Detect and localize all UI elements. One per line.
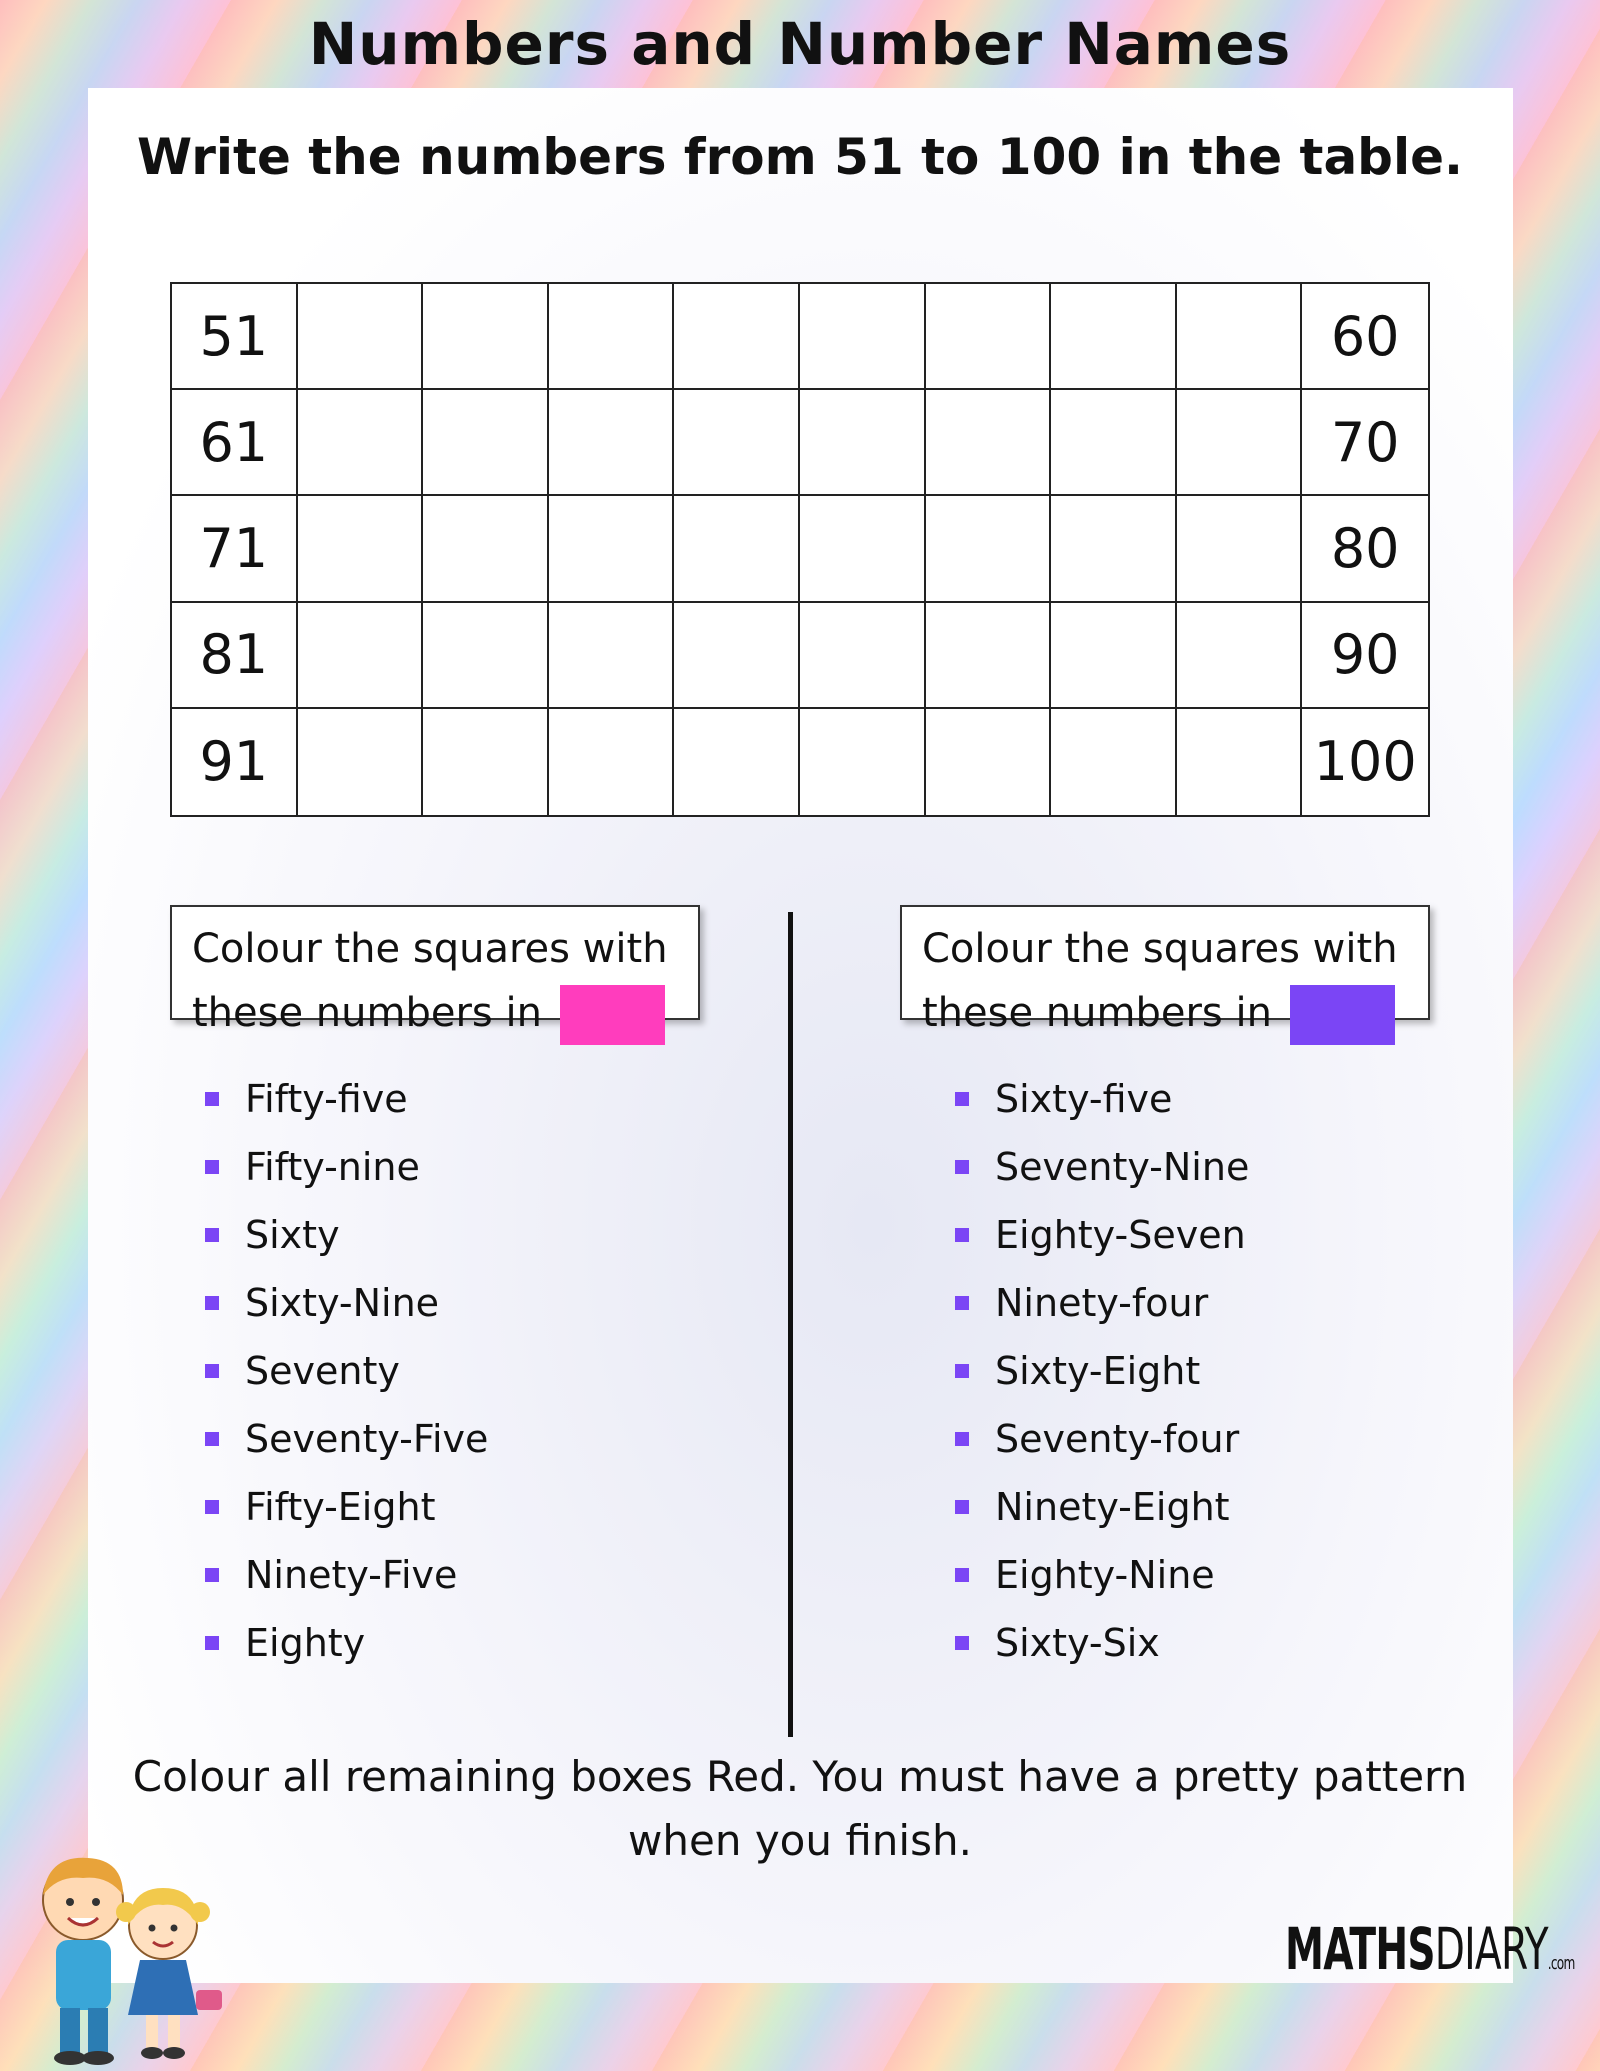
table-cell[interactable]: 70 — [1302, 390, 1428, 496]
table-cell[interactable] — [423, 709, 549, 815]
purple-number-list — [955, 1077, 1250, 1712]
square-bullet-icon — [955, 1228, 969, 1242]
square-bullet-icon — [205, 1228, 219, 1242]
list-item-text: Sixty-Six — [995, 1621, 1160, 1665]
table-cell[interactable] — [423, 496, 549, 602]
table-cell[interactable] — [926, 284, 1052, 390]
square-bullet-icon — [955, 1432, 969, 1446]
square-bullet-icon — [205, 1092, 219, 1106]
pink-number-list — [205, 1077, 489, 1712]
purple-box-line2-text: these numbers in — [922, 990, 1272, 1036]
list-item — [955, 1337, 1249, 1405]
table-cell[interactable] — [1177, 603, 1303, 709]
list-item — [955, 1541, 1249, 1609]
square-bullet-icon — [205, 1364, 219, 1378]
pink-box-line2 — [192, 981, 678, 1045]
table-cell[interactable] — [800, 390, 926, 496]
table-cell[interactable] — [674, 284, 800, 390]
table-cell[interactable] — [1051, 709, 1177, 815]
table-cell[interactable] — [1051, 390, 1177, 496]
logo-bold: MATHS — [1285, 1915, 1435, 1983]
page-title: Numbers and Number Names — [308, 10, 1292, 78]
table-cell[interactable] — [1177, 709, 1303, 815]
square-bullet-icon — [205, 1160, 219, 1174]
table-cell[interactable]: 90 — [1302, 603, 1428, 709]
list-item-text: Sixty-Eight — [995, 1349, 1201, 1393]
pink-box-line2-text: these numbers in — [192, 990, 542, 1036]
pink-color-swatch — [560, 985, 665, 1045]
list-item — [205, 1065, 488, 1133]
list-item — [205, 1541, 488, 1609]
table-cell[interactable] — [298, 284, 424, 390]
square-bullet-icon — [205, 1296, 219, 1310]
table-cell[interactable]: 80 — [1302, 496, 1428, 602]
table-cell[interactable]: 60 — [1302, 284, 1428, 390]
list-item-text: Eighty-Nine — [995, 1553, 1215, 1597]
kids-illustration-icon — [18, 1840, 228, 2070]
purple-box-line1: Colour the squares with — [922, 926, 1398, 972]
table-cell[interactable] — [1177, 496, 1303, 602]
list-item — [205, 1337, 488, 1405]
pink-instruction-box — [170, 905, 700, 1036]
table-cell[interactable] — [298, 496, 424, 602]
table-cell[interactable] — [800, 603, 926, 709]
table-cell[interactable]: 81 — [172, 603, 298, 709]
table-cell[interactable] — [298, 709, 424, 815]
purple-instruction-box — [900, 905, 1430, 1036]
table-cell[interactable] — [674, 390, 800, 496]
square-bullet-icon — [955, 1296, 969, 1310]
square-bullet-icon — [955, 1364, 969, 1378]
table-cell[interactable] — [549, 496, 675, 602]
list-item-text: Ninety-four — [995, 1281, 1209, 1325]
list-item-text: Ninety-Eight — [995, 1485, 1230, 1529]
list-item-text: Seventy — [245, 1349, 400, 1393]
list-item — [955, 1269, 1249, 1337]
table-cell[interactable] — [1051, 496, 1177, 602]
list-item-text: Fifty-Eight — [245, 1485, 436, 1529]
table-cell[interactable] — [298, 603, 424, 709]
table-cell[interactable] — [674, 709, 800, 815]
table-cell[interactable] — [674, 603, 800, 709]
number-table — [170, 282, 1430, 817]
table-cell[interactable]: 61 — [172, 390, 298, 496]
square-bullet-icon — [205, 1636, 219, 1650]
square-bullet-icon — [955, 1500, 969, 1514]
list-item — [955, 1405, 1249, 1473]
square-bullet-icon — [205, 1500, 219, 1514]
purple-color-swatch — [1290, 985, 1395, 1045]
table-cell[interactable] — [1051, 603, 1177, 709]
square-bullet-icon — [955, 1160, 969, 1174]
table-cell[interactable] — [298, 390, 424, 496]
list-item-text: Fifty-five — [245, 1077, 408, 1121]
logo-suffix: .com — [1547, 1953, 1575, 1974]
table-cell[interactable] — [423, 284, 549, 390]
list-item — [205, 1133, 488, 1201]
list-item — [955, 1201, 1249, 1269]
table-cell[interactable] — [800, 709, 926, 815]
square-bullet-icon — [205, 1432, 219, 1446]
list-item-text: Eighty — [245, 1621, 366, 1665]
list-item — [955, 1065, 1249, 1133]
square-bullet-icon — [955, 1568, 969, 1582]
footer-line1: Colour all remaining boxes Red. You must have a pretty pattern — [132, 1752, 1468, 1801]
list-item-text: Seventy-four — [995, 1417, 1240, 1461]
list-item-text: Sixty-Nine — [245, 1281, 440, 1325]
table-cell[interactable] — [1051, 284, 1177, 390]
table-cell[interactable]: 100 — [1313, 730, 1417, 794]
list-item-text: Ninety-Five — [245, 1553, 458, 1597]
table-cell[interactable] — [926, 709, 1052, 815]
list-item — [955, 1609, 1249, 1677]
list-item-text: Seventy-Five — [245, 1417, 489, 1461]
square-bullet-icon — [205, 1568, 219, 1582]
table-cell[interactable]: 51 — [172, 284, 298, 390]
list-item — [205, 1405, 488, 1473]
table-cell[interactable] — [423, 603, 549, 709]
table-cell[interactable] — [926, 496, 1052, 602]
table-cell[interactable] — [800, 284, 926, 390]
list-item-text: Sixty-five — [995, 1077, 1173, 1121]
list-item-text: Eighty-Seven — [995, 1213, 1246, 1257]
mathsdiary-logo — [1285, 1915, 1575, 1983]
list-item — [955, 1133, 1249, 1201]
square-bullet-icon — [955, 1636, 969, 1650]
square-bullet-icon — [955, 1092, 969, 1106]
table-cell[interactable] — [549, 284, 675, 390]
table-cell[interactable] — [926, 390, 1052, 496]
table-cell[interactable] — [549, 390, 675, 496]
logo-light: DIARY — [1434, 1915, 1548, 1983]
table-cell[interactable]: 71 — [172, 496, 298, 602]
table-cell[interactable] — [674, 496, 800, 602]
table-cell[interactable] — [1177, 284, 1303, 390]
list-item — [205, 1609, 488, 1677]
list-item — [205, 1269, 488, 1337]
table-cell[interactable]: 91 — [172, 709, 298, 815]
list-item — [205, 1201, 488, 1269]
list-item-text: Sixty — [245, 1213, 340, 1257]
instruction-text: Write the numbers from 51 to 100 in the table. — [136, 128, 1464, 186]
table-cell[interactable] — [423, 390, 549, 496]
table-cell[interactable] — [926, 603, 1052, 709]
table-cell[interactable] — [549, 603, 675, 709]
table-cell[interactable] — [549, 709, 675, 815]
column-divider — [788, 912, 793, 1737]
purple-box-line2 — [922, 981, 1408, 1045]
pink-box-line1: Colour the squares with — [192, 926, 668, 972]
footer-line2: when you finish. — [628, 1816, 972, 1865]
list-item — [205, 1473, 488, 1541]
table-cell[interactable] — [800, 496, 926, 602]
list-item-text: Fifty-nine — [245, 1145, 420, 1189]
list-item — [955, 1473, 1249, 1541]
footer-instruction — [0, 1745, 1600, 1873]
table-cell[interactable] — [1177, 390, 1303, 496]
list-item-text: Seventy-Nine — [995, 1145, 1250, 1189]
